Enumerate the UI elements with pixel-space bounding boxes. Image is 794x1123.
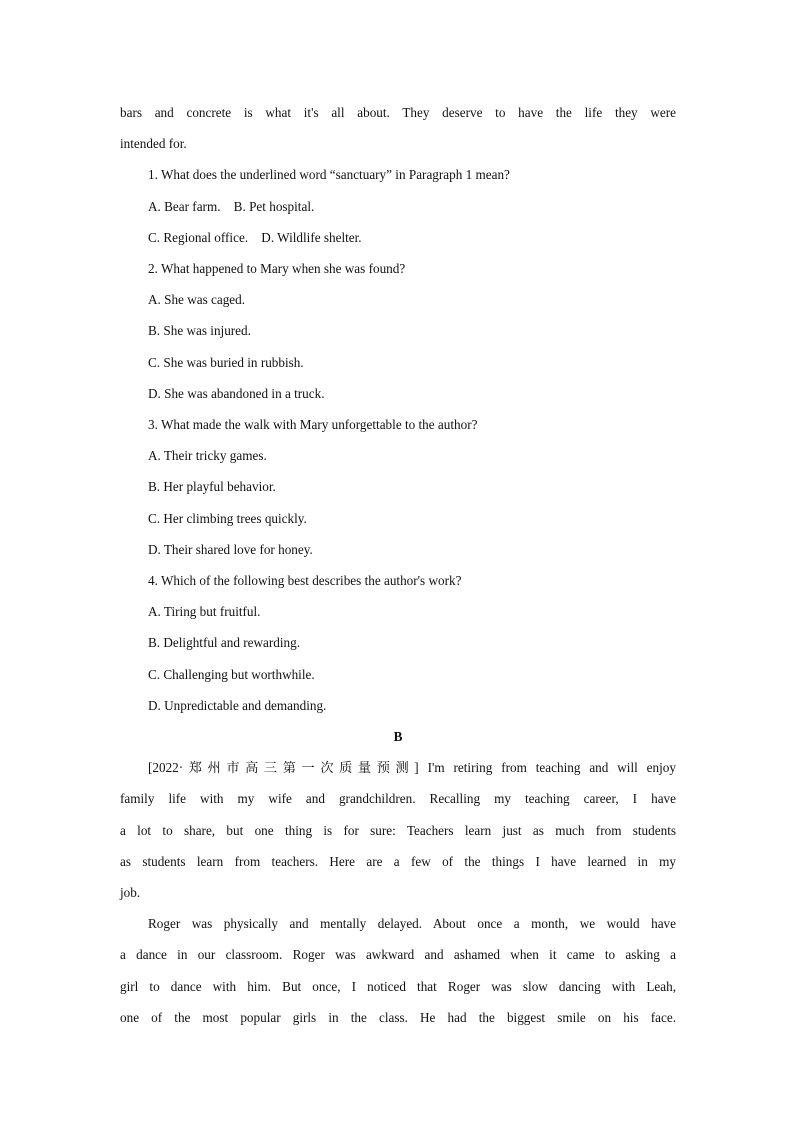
question-3-option-b: B. Her playful behavior. — [148, 479, 276, 495]
question-3-option-a: A. Their tricky games. — [148, 448, 267, 464]
question-3-stem: 3. What made the walk with Mary unforgettable to the author? — [148, 417, 478, 433]
question-4-option-d: D. Unpredictable and demanding. — [148, 697, 327, 713]
question-1-options-row-2: C. Regional office. D. Wildlife shelter. — [148, 229, 362, 245]
question-2-option-d: D. She was abandoned in a truck. — [148, 385, 325, 401]
question-4-option-c: C. Challenging but worthwhile. — [148, 666, 315, 682]
question-2-option-a: A. She was caged. — [148, 292, 246, 308]
question-4-option-a: A. Tiring but fruitful. — [148, 604, 261, 620]
intro-line-1: bars and concrete is what it's all about. They deserve to have the life they were — [120, 105, 676, 120]
section-b-p2-line-3: girl to dance with him. But once, I noticed that Roger was slow dancing with Leah, — [120, 978, 676, 994]
section-b-p2-line-4: one of the most popular girls in the class. He had the biggest smile on his face. — [120, 1009, 676, 1025]
section-b-p1-line-4: as students learn from teachers. Here are a few of the things I have learned in my — [120, 853, 676, 869]
section-b-p2-line-1: Roger was physically and mentally delayed. About once a month, we would have — [148, 916, 676, 932]
question-3-option-c: C. Her climbing trees quickly. — [148, 510, 307, 526]
section-b-p1-line-2: family life with my wife and grandchildren. Recalling my teaching career, I have — [120, 791, 676, 807]
question-4-stem: 4. Which of the following best describes the author's work? — [148, 573, 462, 589]
intro-line-2: intended for. — [120, 136, 187, 152]
question-2-stem: 2. What happened to Mary when she was found? — [148, 261, 406, 277]
section-b-p2-line-2: a dance in our classroom. Roger was awkward and ashamed when it came to asking a — [120, 947, 676, 963]
question-3-option-d: D. Their shared love for honey. — [148, 541, 313, 557]
section-b-p1-line-1: [2022·郑州市高三第一次质量预测] I'm retiring from teaching and will enjoy — [148, 760, 676, 776]
section-b-p1-line-3: a lot to share, but one thing is for sure: Teachers learn just as much from students — [120, 822, 676, 838]
document-page — [120, 97, 676, 1033]
question-1-stem: 1. What does the underlined word “sanctuary” in Paragraph 1 mean? — [148, 167, 510, 183]
section-b-heading: B — [393, 729, 403, 745]
question-1-options-row-1: A. Bear farm. B. Pet hospital. — [148, 198, 315, 214]
section-b-p1-line-5: job. — [120, 885, 141, 901]
question-2-option-c: C. She was buried in rubbish. — [148, 354, 304, 370]
question-2-option-b: B. She was injured. — [148, 323, 251, 339]
question-4-option-b: B. Delightful and rewarding. — [148, 635, 300, 651]
